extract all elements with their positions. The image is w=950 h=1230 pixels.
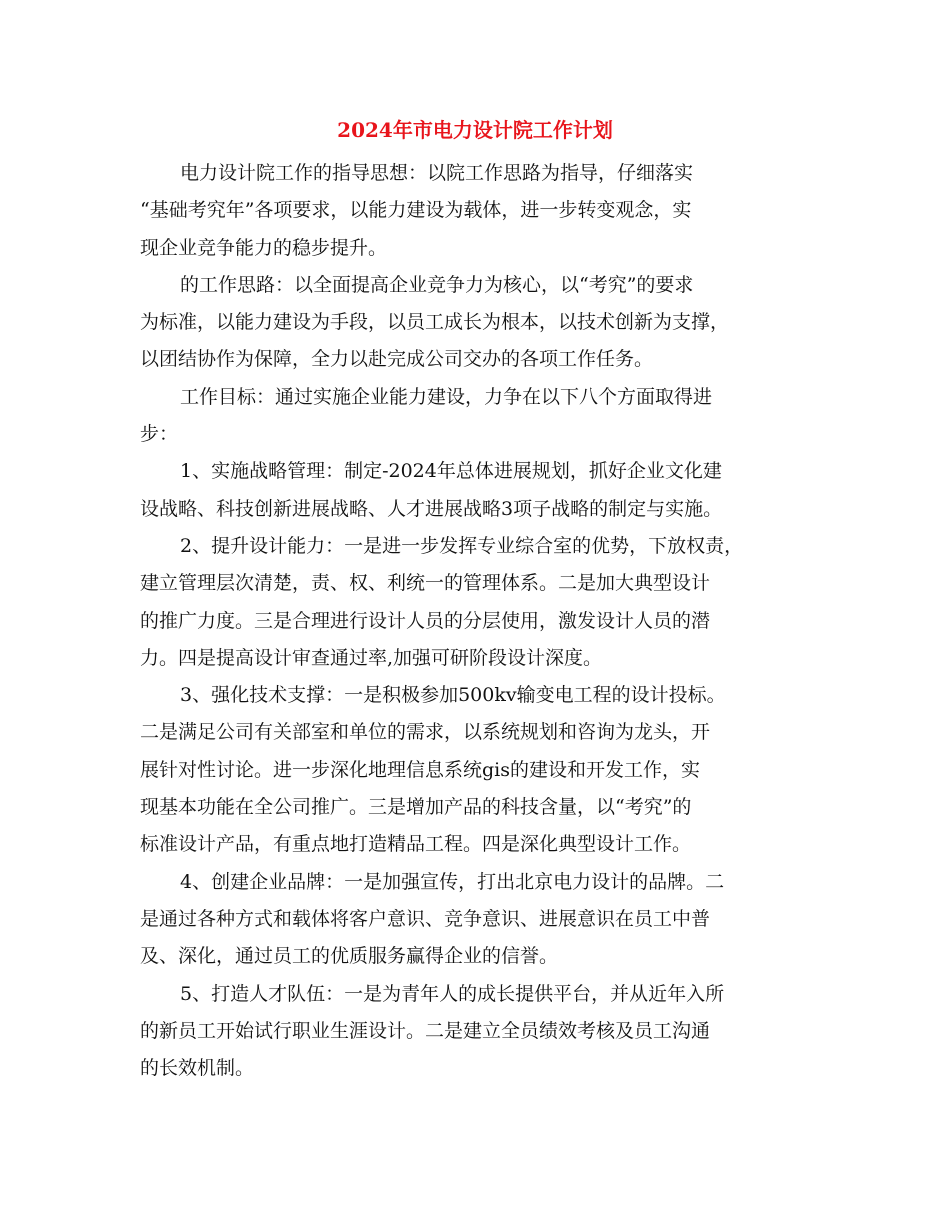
text-line: 设战略、科技创新进展战略、人才进展战略3项子战略的制定与实施。 [140,497,723,520]
text-line: 标准设计产品，有重点地打造精品工程。四是深化典型设计工作。 [140,833,692,856]
paragraph-item-4-brand [140,864,810,976]
text-line: 是通过各种方式和载体将客户意识、竞争意识、进展意识在员工中普 [140,907,711,930]
text-line: 为标准，以能力建设为手段，以员工成长为根本，以技术创新为支撑， [140,311,730,334]
paragraph-work-approach [140,267,810,379]
text-line: 1、实施战略管理：制定-2024年总体进展规划，抓好企业文化建 [180,460,722,483]
paragraph-guiding-thought [140,155,810,267]
document-body [140,155,810,1087]
text-line: 的工作思路：以全面提高企业竞争力为核心，以“考究”的要求 [180,273,694,296]
text-line: 及、深化，通过员工的优质服务赢得企业的信誉。 [140,945,559,968]
text-line: 现基本功能在全公司推广。三是增加产品的科技含量，以“考究”的 [140,796,692,819]
text-line: 二是满足公司有关部室和单位的需求，以系统规划和咨询为龙头，开 [140,721,711,744]
paragraph-item-1-strategy [140,453,810,528]
paragraph-item-5-talent [140,976,810,1088]
text-line: 工作目标：通过实施企业能力建设，力争在以下八个方面取得进 [180,385,713,408]
text-line: “基础考究年”各项要求，以能力建设为载体，进一步转变观念，实 [140,199,692,222]
paragraph-item-2-design [140,528,810,677]
text-line: 的推广力度。三是合理进行设计人员的分层使用，激发设计人员的潜 [140,609,711,632]
text-line: 4、创建企业品牌：一是加强宣传，打出北京电力设计的品牌。二 [180,870,725,893]
text-line: 的长效机制。 [140,1057,255,1080]
paragraph-work-goals [140,379,810,454]
text-line: 步： [140,423,179,446]
text-line: 建立管理层次清楚，责、权、利统一的管理体系。二是加大典型设计 [140,572,711,595]
paragraph-item-3-tech [140,677,810,863]
document-title: 2024年市电力设计院工作计划 [337,118,613,142]
text-line: 电力设计院工作的指导思想：以院工作思路为指导，仔细落实 [180,162,694,184]
text-line: 2、提升设计能力：一是进一步发挥专业综合室的优势，下放权责， [180,534,744,557]
text-line: 5、打造人才队伍：一是为青年人的成长提供平台，并从近年入所 [180,982,725,1005]
text-line: 的新员工开始试行职业生涯设计。二是建立全员绩效考核及员工沟通 [140,1019,711,1042]
text-line: 力。四是提高设计审查通过率,加强可研阶段设计深度。 [140,646,603,669]
text-line: 现企业竞争能力的稳步提升。 [140,236,388,259]
text-line: 以团结协作为保障，全力以赴完成公司交办的各项工作任务。 [140,348,654,371]
text-line: 展针对性讨论。进一步深化地理信息系统gis的建设和开发工作，实 [140,758,700,781]
text-line: 3、强化技术支撑：一是积极参加500kv输变电工程的设计投标。 [180,684,726,707]
